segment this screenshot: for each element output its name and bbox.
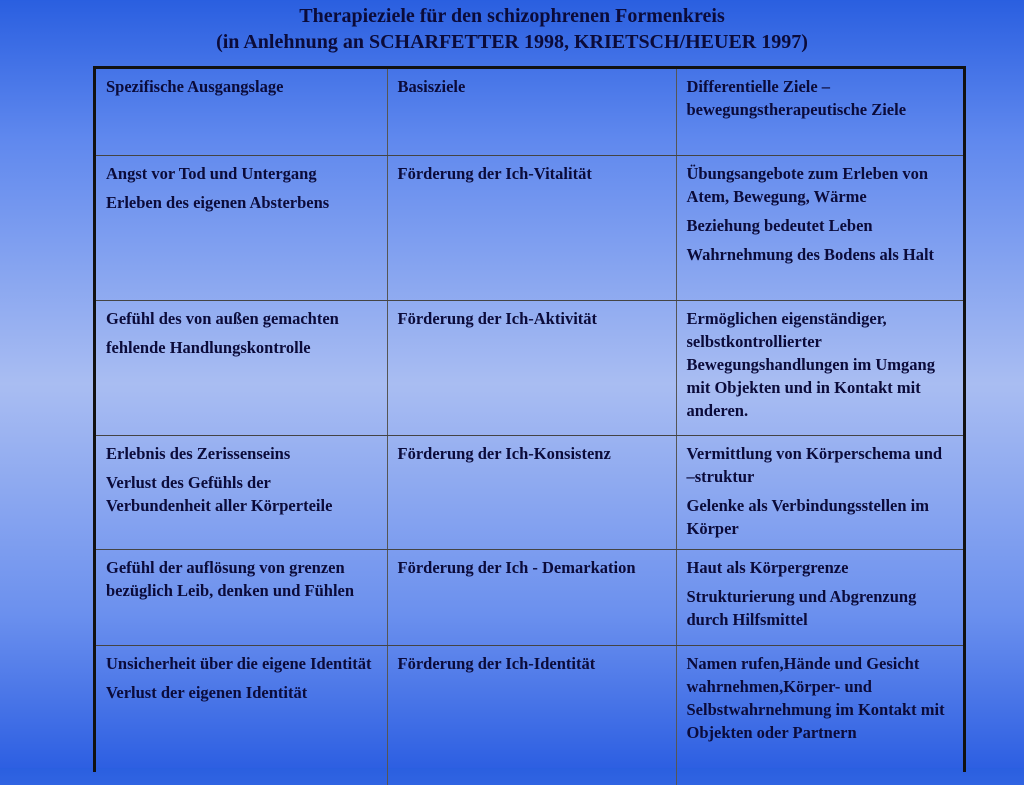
slide-title-line-1: Therapieziele für den schizophrenen Formenkreis bbox=[299, 5, 725, 27]
header-cell-basisziele bbox=[387, 69, 676, 155]
header-cell-differentielle-ziele bbox=[676, 69, 963, 155]
cell-text: Verlust des Gefühls der Verbundenheit aller Körperteile bbox=[106, 472, 333, 515]
table-row bbox=[96, 435, 963, 549]
header-text: bewegungstherapeutische Ziele bbox=[686, 100, 907, 119]
header-text: Differentielle Ziele – bbox=[686, 77, 831, 96]
table-cell bbox=[96, 155, 387, 300]
cell-text: Gefühl des von außen gemachten bbox=[106, 308, 339, 328]
cell-text: Unsicherheit über die eigene Identität bbox=[106, 653, 372, 673]
cell-text: Förderung der Ich-Aktivität bbox=[397, 308, 598, 328]
cell-text: Förderung der Ich - Demarkation bbox=[397, 557, 636, 577]
table-cell bbox=[387, 435, 676, 549]
table-cell bbox=[387, 155, 676, 300]
cell-text: Förderung der Ich-Vitalität bbox=[397, 163, 592, 183]
table-row bbox=[96, 645, 963, 785]
table-cell bbox=[676, 155, 963, 300]
slide-title bbox=[0, 3, 1024, 55]
table-cell bbox=[387, 645, 676, 785]
cell-text: Angst vor Tod und Untergang bbox=[106, 163, 317, 183]
header-text: Basisziele bbox=[397, 77, 466, 96]
table-cell bbox=[676, 549, 963, 645]
cell-text: Namen rufen,Hände und Gesicht wahrnehmen,Körper- und Selbstwahrnehmung im Kontakt mit Objekten oder Partnern bbox=[686, 653, 945, 742]
cell-text: Förderung der Ich-Konsistenz bbox=[397, 443, 611, 463]
cell-text: fehlende Handlungskontrolle bbox=[106, 337, 311, 357]
table-cell bbox=[676, 645, 963, 785]
table-row bbox=[96, 300, 963, 435]
table-header-row bbox=[96, 69, 963, 155]
cell-text: Erleben des eigenen Absterbens bbox=[106, 192, 330, 212]
table-row bbox=[96, 549, 963, 645]
table-cell bbox=[387, 549, 676, 645]
table-cell bbox=[96, 549, 387, 645]
header-text: Spezifische Ausgangslage bbox=[106, 77, 284, 96]
cell-text: Gefühl der auflösung von grenzen bezüglich Leib, denken und Fühlen bbox=[106, 557, 355, 600]
cell-text: Ermöglichen eigenständiger, selbstkontrollierter Bewegungshandlungen im Umgang mit Objekten und in Kontakt mit anderen. bbox=[686, 308, 935, 420]
cell-text: Vermittlung von Körperschema und –struktur bbox=[686, 443, 943, 486]
cell-text: Haut als Körpergrenze bbox=[686, 557, 849, 577]
cell-text: Wahrnehmung des Bodens als Halt bbox=[686, 244, 935, 264]
slide-title-line-2: (in Anlehnung an SCHARFETTER 1998, KRIETSCH/HEUER 1997) bbox=[216, 31, 808, 53]
table-cell bbox=[96, 645, 387, 785]
cell-text: Übungsangebote zum Erleben von Atem, Bewegung, Wärme bbox=[686, 163, 929, 206]
table-cell bbox=[676, 300, 963, 435]
header-cell-ausgangslage bbox=[96, 69, 387, 155]
table-cell bbox=[387, 300, 676, 435]
cell-text: Beziehung bedeutet Leben bbox=[686, 215, 873, 235]
cell-text: Erlebnis des Zerissenseins bbox=[106, 443, 291, 463]
cell-text: Gelenke als Verbindungsstellen im Körper bbox=[686, 495, 929, 538]
cell-text: Verlust der eigenen Identität bbox=[106, 682, 308, 702]
table-cell bbox=[96, 435, 387, 549]
therapy-goals-table bbox=[93, 66, 966, 772]
table-row bbox=[96, 155, 963, 300]
table-cell bbox=[96, 300, 387, 435]
table-cell bbox=[676, 435, 963, 549]
cell-text: Strukturierung und Abgrenzung durch Hilfsmittel bbox=[686, 586, 917, 629]
cell-text: Förderung der Ich-Identität bbox=[397, 653, 596, 673]
